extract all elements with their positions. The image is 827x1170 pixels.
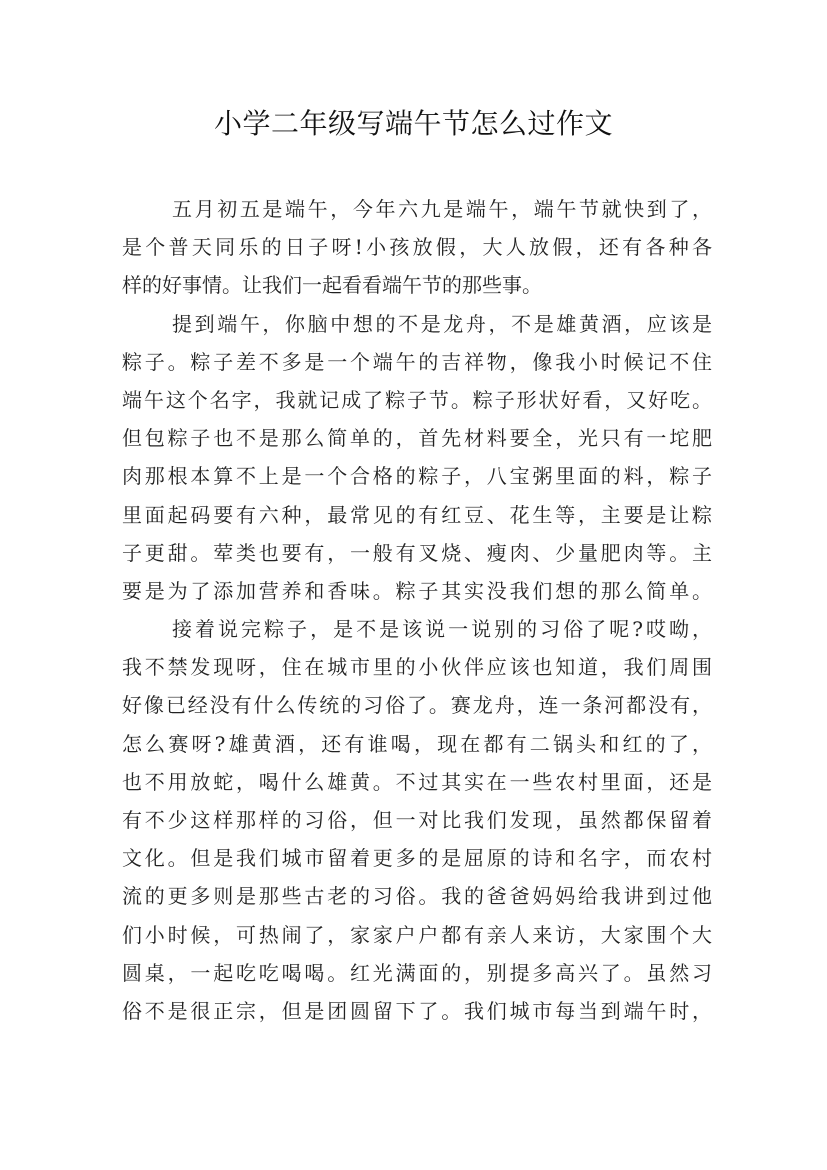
paragraph-2-line-4: 但包粽子也不是那么简单的，首先材料要全，光只有一坨肥 — [122, 426, 712, 451]
document-body — [122, 190, 712, 1030]
paragraph-3-line-4: 怎么赛呀?雄黄酒，还有谁喝，现在都有二锅头和红的了， — [122, 731, 712, 756]
paragraph-1-line-2: 是个普天同乐的日子呀!小孩放假，大人放假，还有各种各 — [122, 235, 712, 260]
paragraph-3-line-10: 圆桌，一起吃吃喝喝。红光满面的，别提多高兴了。虽然习 — [122, 960, 712, 985]
paragraph-2-line-5: 肉那根本算不上是一个合格的粽子，八宝粥里面的料，粽子 — [122, 464, 712, 489]
paragraph-1-line-1: 五月初五是端午，今年六九是端午，端午节就快到了， — [172, 197, 712, 221]
paragraph-3-line-5: 也不用放蛇，喝什么雄黄。不过其实在一些农村里面，还是 — [122, 769, 712, 794]
paragraph-3-line-1: 接着说完粽子，是不是该说一说别的习俗了呢?哎呦， — [172, 617, 712, 642]
paragraph-1-line-3: 样的好事情。让我们一起看看端午节的那些事。 — [122, 273, 542, 298]
paragraph-3-line-3: 好像已经没有什么传统的习俗了。赛龙舟，连一条河都没有， — [122, 693, 712, 718]
paragraph-2-line-2: 粽子。粽子差不多是一个端午的吉祥物，像我小时候记不住 — [122, 349, 712, 374]
paragraph-2-line-7: 子更甜。荤类也要有，一般有叉烧、瘦肉、少量肥肉等。主 — [122, 540, 712, 565]
paragraph-2-line-6: 里面起码要有六种，最常见的有红豆、花生等，主要是让粽 — [122, 502, 712, 527]
paragraph-3-line-7: 文化。但是我们城市留着更多的是屈原的诗和名字，而农村 — [122, 846, 712, 871]
paragraph-3-line-6: 有不少这样那样的习俗，但一对比我们发现，虽然都保留着 — [122, 808, 712, 832]
paragraph-3-line-8: 流的更多则是那些古老的习俗。我的爸爸妈妈给我讲到过他 — [122, 884, 712, 909]
document-title: 小学二年级写端午节怎么过作文 — [213, 107, 613, 140]
paragraph-2-line-1: 提到端午，你脑中想的不是龙舟，不是雄黄酒，应该是 — [172, 311, 712, 336]
paragraph-3-line-9: 们小时候，可热闹了，家家户户都有亲人来访，大家围个大 — [122, 922, 712, 947]
paragraph-3-line-11: 俗不是很正宗，但是团圆留下了。我们城市每当到端午时， — [122, 998, 712, 1023]
paragraph-2-line-8: 要是为了添加营养和香味。粽子其实没我们想的那么简单。 — [122, 578, 712, 603]
paragraph-2-line-3: 端午这个名字，我就记成了粽子节。粽子形状好看，又好吃。 — [122, 387, 712, 412]
paragraph-3-line-2: 我不禁发现呀，住在城市里的小伙伴应该也知道，我们周围 — [122, 655, 712, 680]
